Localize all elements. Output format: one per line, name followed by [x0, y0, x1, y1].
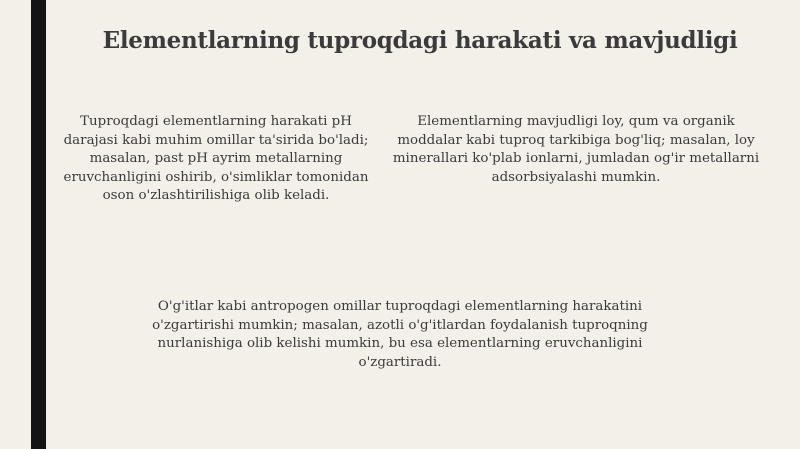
slide-title: Elementlarning tuproqdagi harakati va mavjudligi	[102, 27, 738, 54]
accent-bar	[31, 0, 46, 449]
paragraph-element-availability: Elementlarning mavjudligi loy, qum va organik moddalar kabi tuproq tarkibiga bog'liq; masalan, loy minerallari ko'plab ionlarni, jumladan og'ir metallarni adsorbsiyalashi mumkin.	[392, 114, 760, 185]
paragraph-soil-movement: Tuproqdagi elementlarning harakati pH darajasi kabi muhim omillar ta'sirida bo'ladi; masalan, past pH ayrim metallarning eruvchanligini oshirib, o'simliklar tomonidan oson o'zlashtirilishiga olib keladi.	[63, 114, 369, 203]
slide-left-margin	[0, 0, 31, 449]
paragraph-anthropogen-factors: O'g'itlar kabi antropogen omillar tuproqdagi elementlarning harakatini o'zgartirishi mumkin; masalan, azotli o'g'itlardan foydalanish tuproqning nurlanishiga olib kelishi mumkin, bu esa elementlarning eruvchanligini o'zgartiradi.	[152, 299, 648, 370]
